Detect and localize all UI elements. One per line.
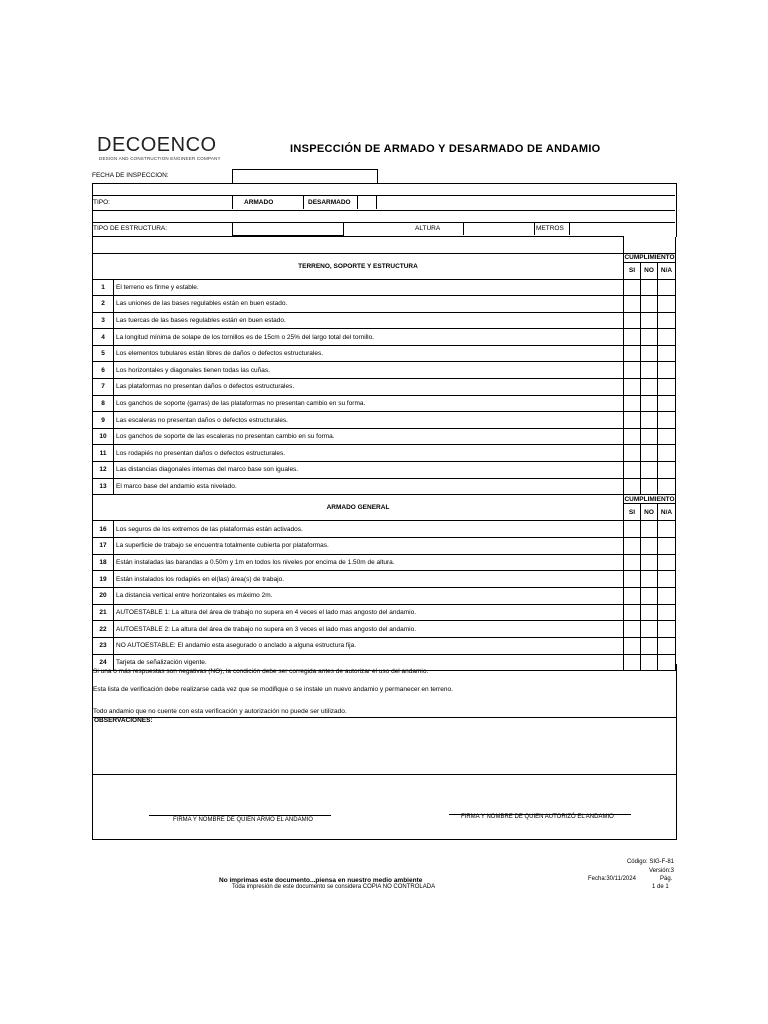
check-si[interactable] [624, 554, 641, 571]
table-row [93, 362, 676, 379]
check-na[interactable] [658, 604, 676, 621]
item-text: Tarjeta de señalización vigente. [114, 654, 624, 671]
table-row [93, 445, 676, 462]
desarmado-label: DESARMADO [308, 199, 351, 206]
table-row [93, 279, 676, 296]
item-text: La longitud mínima de solape de los tornillos es de 15cm o 25% del largo total del tornillo. [114, 329, 624, 346]
firma-armo-label: FIRMA Y NOMBRE DE QUIEN ARMO EL ANDAMIO [173, 817, 313, 823]
item-number: 22 [93, 621, 114, 638]
item-text: Están instalados los rodapiés en el(las) área(s) de trabajo. [114, 571, 624, 588]
item-number: 17 [93, 537, 114, 554]
check-si[interactable] [624, 312, 641, 329]
item-number: 8 [93, 395, 114, 412]
check-si[interactable] [624, 279, 641, 296]
note-2: Esta lista de verificación debe realizarse cada vez que se modifique o se instale un nuevo andamio y permanecer en terreno. [93, 686, 453, 693]
item-text: Los horizontales y diagonales tienen todas las cuñas. [114, 362, 624, 379]
check-si[interactable] [624, 571, 641, 588]
check-no[interactable] [641, 379, 658, 396]
check-na[interactable] [658, 571, 676, 588]
check-no[interactable] [641, 604, 658, 621]
codigo: Código: SIG-F-81 [626, 859, 674, 865]
check-na[interactable] [658, 312, 676, 329]
table-row [93, 312, 676, 329]
check-si[interactable] [624, 621, 641, 638]
item-number: 4 [93, 329, 114, 346]
item-text: Las uniones de las bases regulables están en buen estado. [114, 296, 624, 313]
table-row [93, 537, 676, 554]
check-no[interactable] [641, 296, 658, 313]
section2-title: ARMADO GENERAL [93, 495, 624, 521]
fecha-field[interactable] [232, 169, 378, 184]
firma-autorizo-label: FIRMA Y NOMBRE DE QUIEN AUTORIZÓ EL ANDAMIO [461, 814, 614, 820]
fecha-label: FECHA DE INSPECCION: [92, 172, 169, 179]
table-row [93, 395, 676, 412]
check-si[interactable] [624, 478, 641, 495]
check-na[interactable] [658, 345, 676, 362]
header-block [92, 169, 676, 236]
check-no[interactable] [641, 621, 658, 638]
item-number: 12 [93, 462, 114, 479]
item-text: Las escaleras no presentan daños o defectos estructurales. [114, 412, 624, 429]
check-si[interactable] [624, 604, 641, 621]
check-si[interactable] [624, 296, 641, 313]
na-header: N/A [658, 262, 676, 279]
check-no[interactable] [641, 345, 658, 362]
check-no[interactable] [641, 412, 658, 429]
check-no[interactable] [641, 587, 658, 604]
check-si[interactable] [624, 379, 641, 396]
company-tagline: DESIGN AND CONSTRUCTION ENGINEER COMPANY [99, 156, 221, 161]
pag-label: Pág. [660, 876, 673, 882]
item-text: La superficie de trabajo se encuentra totalmente cubierta por plataformas. [114, 537, 624, 554]
check-no[interactable] [641, 478, 658, 495]
metros-label: METROS [536, 225, 564, 232]
si-header-2: SI [624, 504, 641, 521]
check-no[interactable] [641, 362, 658, 379]
tipo-label: TIPO: [93, 199, 110, 206]
check-na[interactable] [658, 329, 676, 346]
table-row [93, 462, 676, 479]
estructura-field[interactable] [232, 222, 344, 236]
section2-items [93, 521, 676, 671]
table-row [93, 329, 676, 346]
table-row [93, 587, 676, 604]
check-no[interactable] [641, 312, 658, 329]
item-text: Las plataformas no presentan daños o defectos estructurales. [114, 379, 624, 396]
checklist-table [92, 236, 676, 671]
table-row [93, 478, 676, 495]
check-si[interactable] [624, 428, 641, 445]
item-text: Las distancias diagonales internas del marco base son iguales. [114, 462, 624, 479]
observaciones-box[interactable] [92, 717, 677, 775]
pag-num: 1 de 1 [652, 884, 669, 890]
check-no[interactable] [641, 279, 658, 296]
check-na[interactable] [658, 462, 676, 479]
table-row [93, 604, 676, 621]
table-row [93, 571, 676, 588]
check-no[interactable] [641, 462, 658, 479]
item-text: AUTOESTABLE 2: La altura del área de trabajo no supera en 3 veces el lado mas angosto del andamio. [114, 621, 624, 638]
table-row [93, 621, 676, 638]
item-number: 3 [93, 312, 114, 329]
check-si[interactable] [624, 395, 641, 412]
check-si[interactable] [624, 345, 641, 362]
check-si[interactable] [624, 638, 641, 655]
section1-title: TERRENO, SOPORTE Y ESTRUCTURA [93, 253, 624, 279]
table-row [93, 521, 676, 538]
item-text: Los elementos tubulares están libres de daños o defectos estructurales. [114, 345, 624, 362]
check-si[interactable] [624, 462, 641, 479]
item-number: 1 [93, 279, 114, 296]
check-no[interactable] [641, 554, 658, 571]
version: Versión:3 [648, 868, 674, 874]
env-message: No imprimas este documento...piensa en nuestro medio ambiente [219, 877, 423, 884]
item-number: 11 [93, 445, 114, 462]
na-header-2: N/A [658, 504, 676, 521]
item-number: 10 [93, 428, 114, 445]
item-text: AUTOESTABLE 1: La altura del área de trabajo no supera en 4 veces el lado mas angosto del andamio. [114, 604, 624, 621]
item-number: 20 [93, 587, 114, 604]
cumplimiento-header: CUMPLIMIENTO [624, 254, 675, 261]
item-text: Los ganchos de soporte de las escaleras no presentan cambio en su forma. [114, 428, 624, 445]
table-row [93, 345, 676, 362]
check-si[interactable] [624, 587, 641, 604]
altura-label: ALTURA [415, 225, 441, 232]
cumplimiento-header-2: CUMPLIMIENTO [624, 495, 675, 503]
check-no[interactable] [641, 537, 658, 554]
table-row [93, 554, 676, 571]
copy-message: Toda impresión de este documento se considera COPIA NO CONTROLADA [232, 884, 436, 890]
desarmado-check[interactable] [358, 195, 377, 209]
check-no[interactable] [641, 521, 658, 538]
table-row [93, 296, 676, 313]
check-si[interactable] [624, 521, 641, 538]
tipo-row [92, 195, 675, 211]
company-logo: DECOENCO [97, 134, 217, 156]
check-na[interactable] [658, 554, 676, 571]
altura-label-cell [342, 222, 464, 235]
check-na[interactable] [658, 412, 676, 429]
item-text: El terreno es firme y estable. [114, 279, 624, 296]
check-no[interactable] [641, 428, 658, 445]
armado-label: ARMADO [244, 199, 274, 206]
blank-right [624, 237, 676, 254]
si-header: SI [624, 262, 641, 279]
estructura-label: TIPO DE ESTRUCTURA: [93, 225, 168, 232]
item-number: 2 [93, 296, 114, 313]
item-number: 18 [93, 554, 114, 571]
firma-armo-line [149, 815, 331, 816]
check-si[interactable] [624, 362, 641, 379]
item-text: La distancia vertical entre horizontales es máximo 2m. [114, 587, 624, 604]
check-na[interactable] [658, 621, 676, 638]
table-row [93, 428, 676, 445]
item-number: 9 [93, 412, 114, 429]
check-no[interactable] [641, 395, 658, 412]
check-na[interactable] [658, 638, 676, 655]
check-na[interactable] [658, 587, 676, 604]
check-na[interactable] [658, 379, 676, 396]
notes-block [92, 664, 677, 840]
table-row [93, 412, 676, 429]
section1-items [93, 279, 676, 495]
item-number: 16 [93, 521, 114, 538]
check-na[interactable] [658, 537, 676, 554]
check-si[interactable] [624, 329, 641, 346]
no-header-2: NO [641, 504, 658, 521]
item-text: El marco base del andamio esta nivelado. [114, 478, 624, 495]
check-na[interactable] [658, 279, 676, 296]
item-text: NO AUTOESTABLE: El andamio esta asegurado o anclado a alguna estructura fija. [114, 638, 624, 655]
note-3: Todo andamio que no cuente con esta verificación y autorización no puede ser utilizado. [93, 708, 347, 715]
altura-field[interactable] [464, 222, 535, 235]
item-text: Las tuercas de las bases regulables están en buen estado. [114, 312, 624, 329]
check-na[interactable] [658, 445, 676, 462]
item-number: 13 [93, 478, 114, 495]
item-number: 5 [93, 345, 114, 362]
item-number: 7 [93, 379, 114, 396]
item-number: 19 [93, 571, 114, 588]
item-number: 6 [93, 362, 114, 379]
document-title: INSPECCIÓN DE ARMADO Y DESARMADO DE ANDAMIO [290, 143, 601, 155]
item-text: Los rodapiés no presentan daños o defectos estructurales. [114, 445, 624, 462]
no-header: NO [641, 262, 658, 279]
check-no[interactable] [641, 329, 658, 346]
check-na[interactable] [658, 395, 676, 412]
table-row [93, 638, 676, 655]
check-na[interactable] [658, 521, 676, 538]
item-number: 24 [93, 654, 114, 671]
observaciones-label: OBSERVACIONES: [94, 717, 153, 724]
check-si[interactable] [624, 412, 641, 429]
check-si[interactable] [624, 537, 641, 554]
item-number: 21 [93, 604, 114, 621]
blank-row [93, 237, 624, 254]
note-1: Si una o más respuestas son negativas (NO), la condición debe ser corregida antes de autorizar el uso del andamio. [93, 668, 429, 675]
check-na[interactable] [658, 296, 676, 313]
check-na[interactable] [658, 362, 676, 379]
check-na[interactable] [658, 478, 676, 495]
item-number: 23 [93, 638, 114, 655]
check-no[interactable] [641, 571, 658, 588]
fecha-doc: Fecha:30/11/2024 [588, 876, 636, 882]
check-no[interactable] [641, 638, 658, 655]
check-no[interactable] [641, 445, 658, 462]
item-text: Los ganchos de soporte (garras) de las plataformas no presentan cambio en su forma. [114, 395, 624, 412]
item-text: Los seguros de los extremos de las plataformas están activados. [114, 521, 624, 538]
item-text: Están instaladas las barandas a 0.50m y 1m en todos los niveles por encima de 1.50m de altura. [114, 554, 624, 571]
check-na[interactable] [658, 428, 676, 445]
check-si[interactable] [624, 445, 641, 462]
table-row [93, 379, 676, 396]
